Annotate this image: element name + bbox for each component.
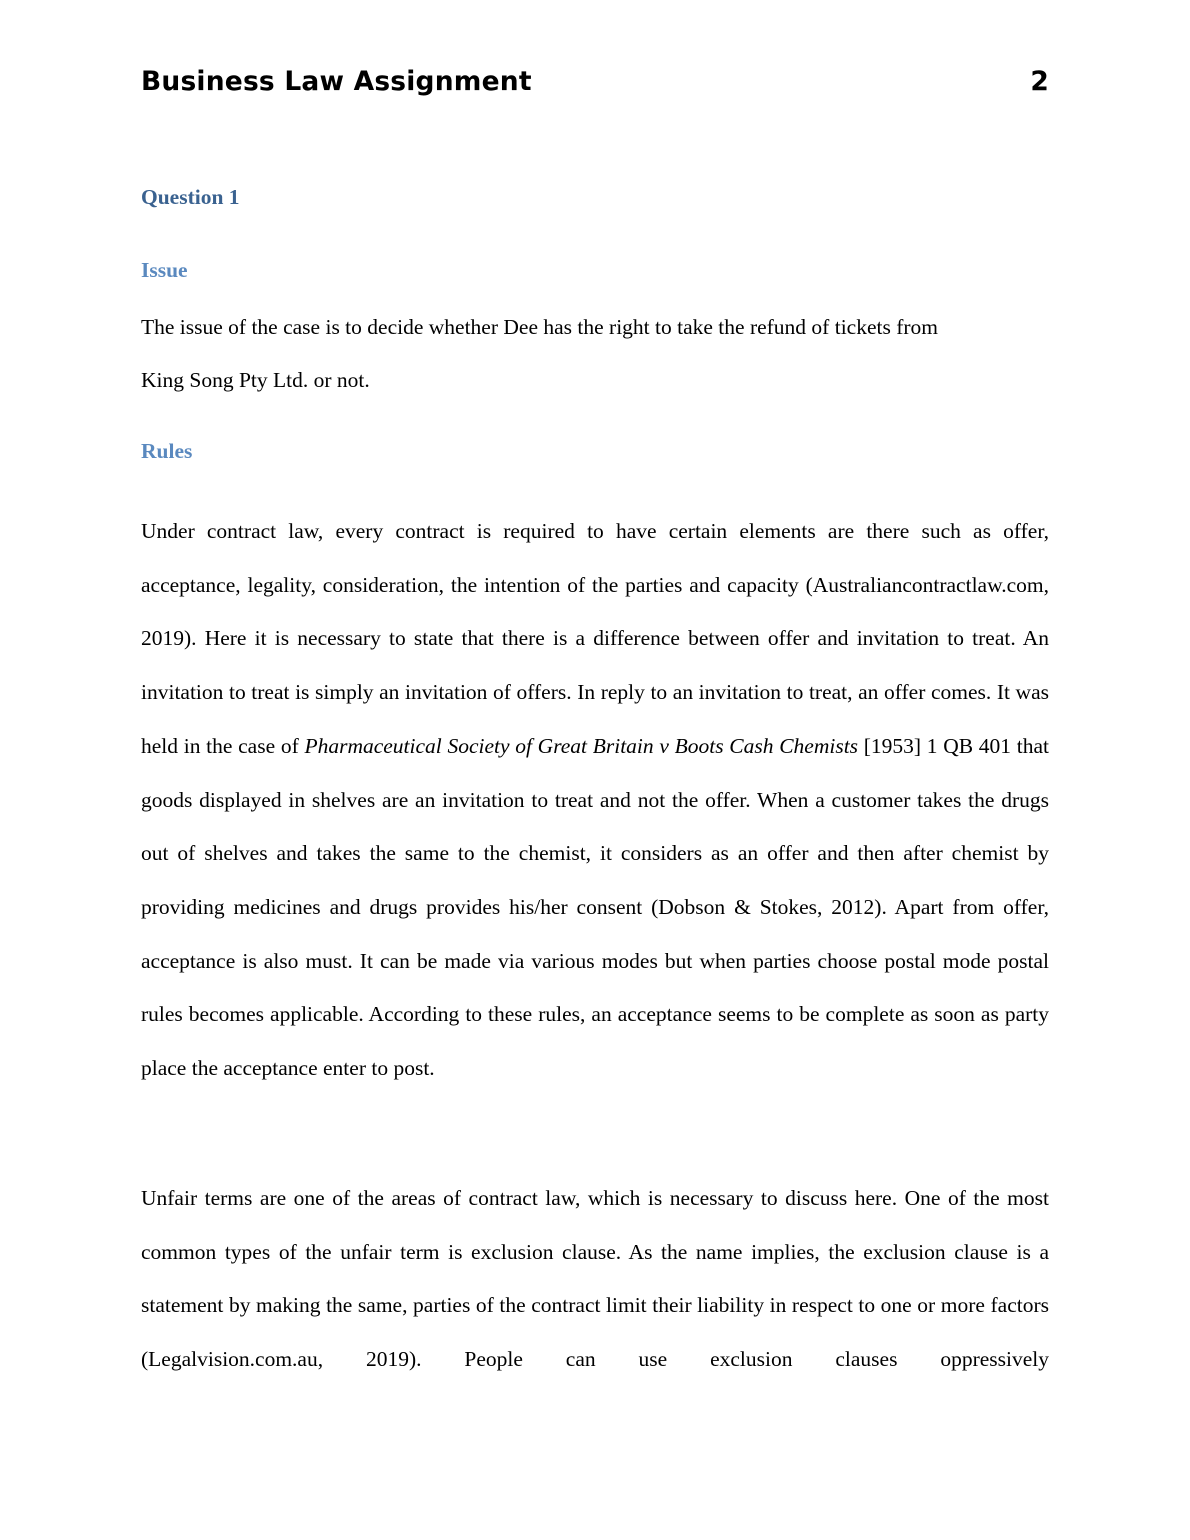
page-header: [141, 66, 1049, 97]
rules-p1-text-a: Under contract law, every contract is required to have certain elements are there such as offer, acceptance, legality, consideration, the intention of the parties and capacity (Australiancontractlaw.com, 2019). Here it is necessary to state that there is a difference between offer and invitation to treat. An invitation to treat is simply an invitation of offers. In reply to an invitation to treat, an offer comes. It was held in the case of: [141, 519, 1049, 758]
document-title: Business Law Assignment: [141, 66, 532, 97]
case-citation: Pharmaceutical Society of Great Britain v Boots Cash Chemists: [304, 733, 859, 758]
rules-paragraph-1: [141, 505, 1049, 1096]
issue-heading: Issue: [141, 258, 188, 282]
rules-paragraph-2: Unfair terms are one of the areas of contract law, which is necessary to discuss here. One of the most common types of the unfair term is exclusion clause. As the name implies, the exclusion clause is a statement by making the same, parties of the contract limit their liability in respect to one or more factors (Legalvision.com.au, 2019). People can use exclusion clauses oppressively: [141, 1186, 1049, 1372]
rules-p1-text-b: [1953] 1 QB 401 that goods displayed in shelves are an invitation to treat and not the offer. When a customer takes the drugs out of shelves and takes the same to the chemist, it considers as an offer and then after chemist by providing medicines and drugs provides his/her consent (Dobson & Stokes, 2012). Apart from offer, acceptance is also must. It can be made via various modes but when parties choose postal mode postal rules becomes applicable. According to these rules, an acceptance seems to be complete as soon as party place the acceptance enter to post.: [141, 733, 1049, 1081]
question-heading: Question 1: [141, 185, 240, 209]
page-number: 2: [1030, 66, 1049, 97]
issue-line-2: King Song Pty Ltd. or not.: [141, 368, 370, 392]
issue-line-1: The issue of the case is to decide whether Dee has the right to take the refund of tickets from: [141, 315, 939, 339]
rules-heading: Rules: [141, 439, 193, 463]
